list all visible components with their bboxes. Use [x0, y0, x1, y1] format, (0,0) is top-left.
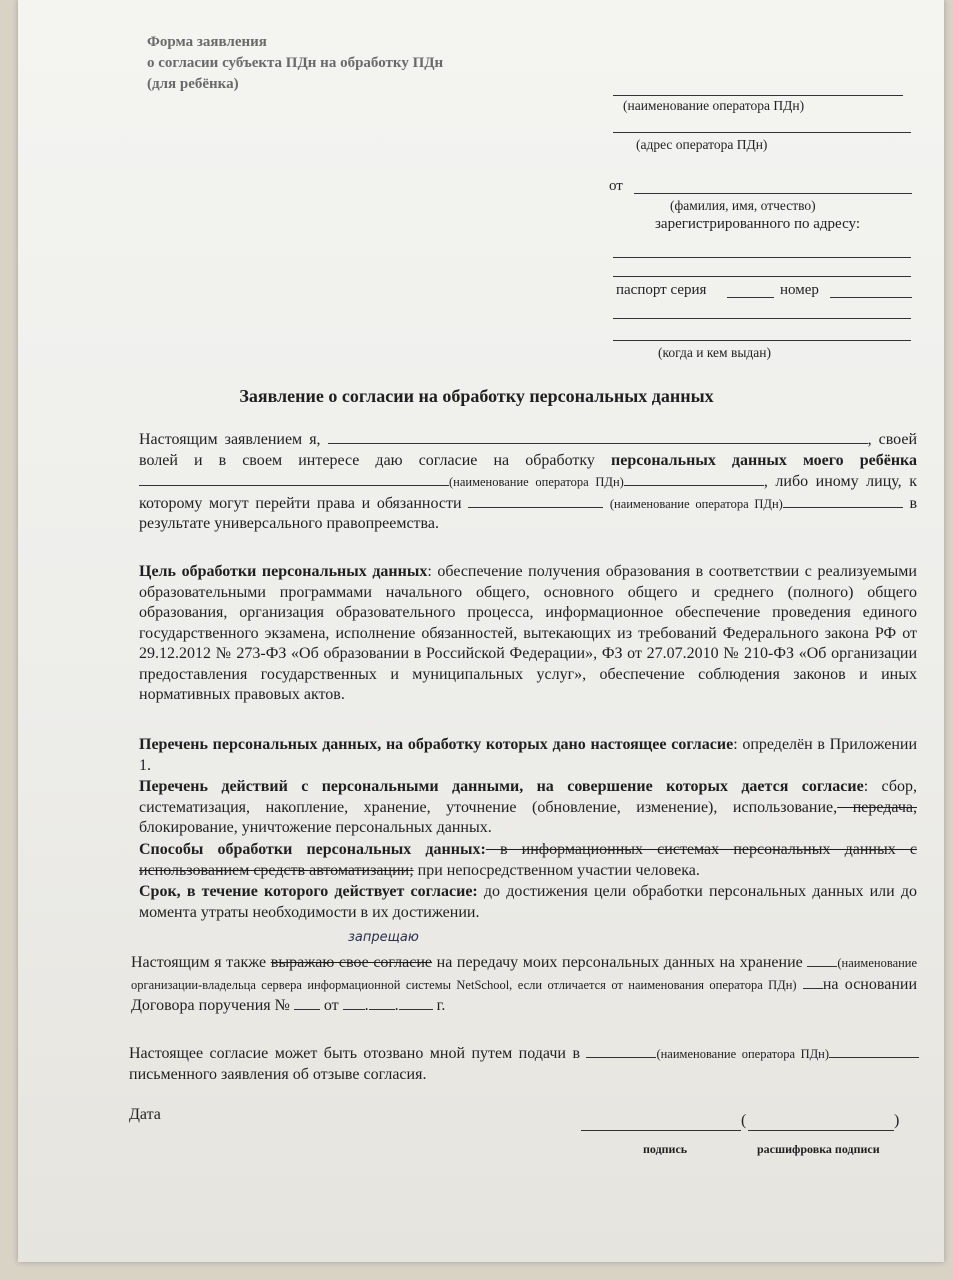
contract-number-line[interactable] [294, 995, 320, 1010]
intro-end: в результате универсального правопреемства. [139, 494, 918, 532]
intro-start: Настоящим заявлением я, [139, 431, 321, 448]
methods-paragraph [139, 840, 917, 881]
transfer-year: г. [436, 997, 446, 1014]
methods-struck: в информационных системах персональных данных с использованием средств автоматизации; [139, 841, 918, 879]
operator-hint-inline: (наименование оператора ПДн) [449, 475, 624, 489]
revoke-paragraph [129, 1043, 919, 1085]
revoke-text-2: письменного заявления об отзыве согласия. [129, 1065, 427, 1083]
issued-line-2[interactable] [613, 340, 911, 341]
term-paragraph [139, 882, 917, 923]
registered-label: зарегистрированного по адресу: [655, 216, 860, 232]
signature-hint: подпись [643, 1142, 688, 1156]
actions-text-1: : сбор, систематизация, накопление, хранение, уточнение (обновление, изменение), использование, [139, 778, 917, 816]
address-line-2[interactable] [613, 276, 911, 277]
parent-name-line[interactable] [328, 429, 868, 444]
issued-hint: (когда и кем выдан) [658, 345, 771, 360]
data-list-label: Перечень персональных данных, на обработку которых дано настоящее согласие [139, 736, 734, 753]
transfer-text-2: на передачу моих персональных данных на хранение [436, 954, 803, 971]
operator-hint-inline-2: (наименование оператора ПДн) [609, 496, 783, 511]
operator-line-1[interactable] [624, 471, 764, 486]
transfer-org-line[interactable] [807, 952, 837, 967]
methods-text: при непосредственном участии человека. [413, 861, 700, 879]
operator-address-hint: (адрес оператора ПДн) [636, 137, 768, 152]
child-name-line[interactable] [139, 471, 449, 486]
transfer-struck: выражаю свое согласие [270, 954, 433, 971]
intro-paragraph: Настоящим заявлением я, , своей волей и в своем интересе даю согласие на обработку персональных данных моего ребёнка (наименование оператора ПДн) , либо иному лицу, к которому могут перейти права и обязанности (наименование оператора ПДн) в результате универсального правопреемства. [139, 431, 918, 532]
signature-decode-hint: расшифровка подписи [757, 1142, 880, 1156]
header-line-1: Форма заявления [147, 34, 267, 50]
issued-line-1[interactable] [613, 318, 911, 319]
actions-text-2: блокирование, уничтожение персональных данных. [139, 819, 492, 836]
operator-line-3[interactable] [783, 493, 903, 508]
signature-line[interactable] [581, 1130, 741, 1131]
intro-bold: персональных данных моего ребёнка [611, 451, 918, 469]
transfer-paragraph: Настоящим я также выражаю свое согласие на передачу моих персональных данных на хранение (наименование организации-владельца сервера информационной системы NetSchool, если отличается от наименования оператора ПДн) на основании Договора поручения № от . . г. [131, 954, 918, 1014]
revoke-hint: (наименование оператора ПДн) [656, 1047, 830, 1061]
contract-day-line[interactable] [343, 995, 365, 1010]
actions-paragraph [139, 777, 917, 839]
passport-number-label: номер [780, 282, 819, 298]
passport-series-line[interactable] [727, 297, 774, 298]
fio-line[interactable] [634, 193, 912, 194]
actions-struck: передача, [837, 798, 917, 816]
intro-consent: своей волей и в своем интересе даю согласие на обработку [139, 431, 917, 469]
document-title: Заявление о согласии на обработку персональных данных [239, 386, 714, 406]
term-label: Срок, в течение которого действует согласие: [139, 883, 478, 900]
contract-year-line[interactable] [399, 995, 433, 1010]
header-line-3: (для ребёнка) [147, 76, 239, 92]
form-header [147, 32, 443, 95]
data-list-text: : определён в Приложении 1. [139, 736, 918, 774]
handwritten-correction: запрещаю [348, 930, 419, 945]
purpose-label: Цель обработки персональных данных [139, 563, 428, 580]
purpose-text: : обеспечение получения образования в соответствии с реализуемыми образовательными программами начального общего, основного общего и среднего (полного) общего образования, организация образовательного процесса, информационное обеспечение проведения единого государственного экзамена, исполнение обязанностей, вытекающих из требований Федерального закона РФ от 29.12.2012 № 273-ФЗ «Об образовании в Российской Федерации», ФЗ от 27.07.2010 № 210-ФЗ «Об организации предоставления государственных и муниципальных услуг», обеспечение соблюдения законов и иных нормативных правовых актов. [139, 563, 917, 703]
transfer-text-3: на основании Договора поручения № [131, 975, 918, 1014]
operator-name-hint: (наименование оператора ПДн) [623, 98, 805, 113]
transfer-from: от [323, 997, 339, 1014]
operator-line-2[interactable] [468, 493, 603, 508]
transfer-hint: (наименование организации-владельца сервера информационной системы NetSchool, если отличается от наименования оператора ПДн) [131, 956, 918, 992]
passport-series-label: паспорт серия [616, 282, 707, 298]
signature-decode-line[interactable] [748, 1130, 894, 1131]
operator-address-line[interactable] [613, 132, 911, 133]
methods-label: Способы обработки персональных данных: [139, 841, 486, 858]
purpose-paragraph [139, 562, 917, 706]
passport-number-line[interactable] [830, 297, 912, 298]
from-label: от [609, 178, 623, 194]
header-line-2: о согласии субъекта ПДн на обработку ПДн [147, 55, 444, 71]
operator-name-line[interactable] [613, 95, 903, 96]
date-label: Дата [129, 1106, 161, 1123]
transfer-text-1: Настоящим я также [131, 954, 267, 971]
intro-successor: либо иному лицу, к которому могут перейти права и обязанности [139, 473, 918, 512]
transfer-org-line-2[interactable] [803, 974, 823, 989]
fio-hint: (фамилия, имя, отчество) [670, 198, 816, 213]
actions-label: Перечень действий с персональными данными, на совершение которых дается согласие [139, 778, 864, 795]
term-text: до достижения цели обработки персональных данных или до момента утраты необходимости в их достижении. [139, 883, 917, 921]
revoke-operator-line-2[interactable] [829, 1043, 919, 1058]
data-list-paragraph [139, 735, 917, 776]
contract-month-line[interactable] [369, 995, 395, 1010]
address-line-1[interactable] [613, 257, 911, 258]
revoke-operator-line[interactable] [586, 1043, 656, 1058]
revoke-text-1: Настоящее согласие может быть отозвано мной путем подачи в [129, 1045, 580, 1062]
